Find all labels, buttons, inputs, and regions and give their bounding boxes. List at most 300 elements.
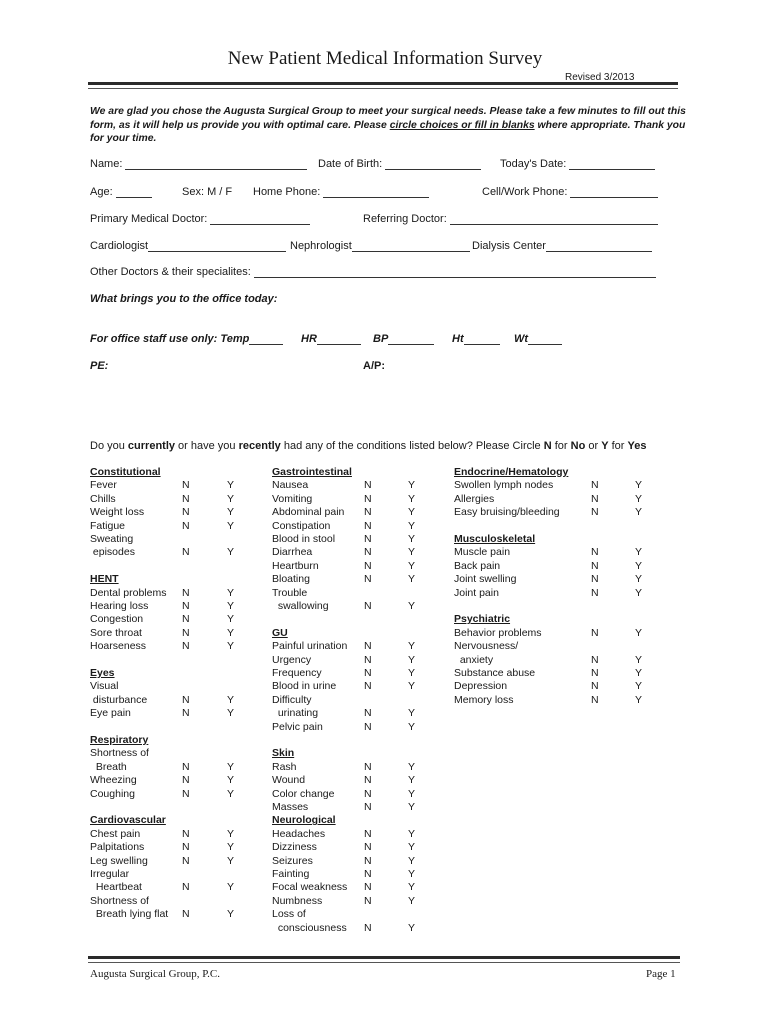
section-header: HENT [90,573,119,586]
no-option[interactable]: N [364,707,372,720]
condition-row [272,895,442,908]
condition-label: Fever [90,479,117,492]
today-label: Today's Date: [500,158,567,170]
question-yes: Yes [627,440,647,452]
condition-row [454,627,654,640]
yes-option[interactable]: Y [408,559,416,572]
no-option[interactable]: N [182,640,190,653]
question-y: Y [601,440,609,452]
no-option[interactable]: N [364,921,372,934]
yes-option[interactable]: Y [635,586,643,599]
condition-label: Pelvic pain [272,720,323,733]
condition-row [90,520,260,533]
yes-option[interactable]: Y [227,479,235,492]
no-option[interactable]: N [364,868,372,880]
no-option[interactable]: N [364,533,372,545]
no-option[interactable]: N [182,492,190,505]
question-recently: recently [238,440,281,452]
cardiologist-field[interactable] [90,240,286,252]
condition-label: Blood in urine [272,680,337,693]
condition-row [90,600,260,613]
cardiologist-label: Cardiologist [90,240,149,252]
condition-row [90,868,260,881]
yes-option[interactable]: Y [635,479,643,492]
other-doctors-label: Other Doctors & their specialites: [90,266,251,278]
condition-label: Weight loss [90,506,145,519]
no-option[interactable]: N [182,774,190,787]
yes-option[interactable]: Y [408,774,416,787]
condition-label: Wound [272,774,306,787]
other-doctors-field[interactable] [90,266,656,278]
question-part5: or [585,440,602,452]
condition-label: swallowing [272,600,329,612]
condition-label: Chills [90,492,116,505]
yes-option[interactable]: Y [227,546,235,559]
condition-row [454,546,654,559]
condition-row [90,627,260,640]
condition-label: Congestion [90,613,144,626]
no-option[interactable]: N [182,881,190,894]
section-header: Neurological [272,814,336,827]
yes-option[interactable]: Y [408,546,416,559]
yes-option[interactable]: Y [635,680,643,693]
yes-option[interactable]: Y [408,801,416,813]
condition-row [272,654,442,667]
condition-label: Frequency [272,667,322,679]
yes-option[interactable]: Y [408,787,416,800]
yes-option[interactable]: Y [635,506,643,519]
bp-field[interactable] [373,333,434,345]
no-option[interactable]: N [182,841,190,854]
no-option[interactable]: N [182,506,190,519]
section-header: Endocrine/Hematology [454,466,569,478]
condition-label: Visual [90,680,119,693]
condition-label: Memory loss [454,693,514,706]
condition-row [90,855,260,868]
yes-option[interactable]: Y [227,854,235,867]
condition-label: Hearing loss [90,600,149,612]
cell-phone-field[interactable] [482,186,658,198]
no-option[interactable]: N [364,519,372,532]
no-option[interactable]: N [591,693,599,706]
condition-label: Diarrhea [272,546,313,559]
condition-label: Irregular [90,868,130,880]
condition-label: Behavior problems [454,626,542,639]
no-option[interactable]: N [591,479,599,492]
yes-option[interactable]: Y [408,519,416,532]
condition-row [272,707,442,720]
no-option[interactable]: N [591,653,599,666]
footer-rule [88,956,680,959]
nephrologist-line [352,240,470,252]
section-header: Cardiovascular [90,814,166,827]
sex-field[interactable]: Sex: M / F [182,186,233,198]
no-option[interactable]: N [364,680,372,693]
no-option[interactable]: N [364,573,372,586]
condition-label: Muscle pain [454,546,511,559]
name-label: Name: [90,158,123,170]
condition-row [272,855,442,868]
condition-label: Wheezing [90,774,137,787]
condition-label: Abdominal pain [272,506,345,519]
condition-label: Sweating [90,533,134,545]
yes-option[interactable]: Y [408,506,416,519]
footer-rule-thin [88,962,680,963]
yes-option[interactable]: Y [227,600,235,612]
yes-option[interactable]: Y [408,653,416,666]
no-option[interactable]: N [364,559,372,572]
no-option[interactable]: N [364,760,372,773]
ap-label: A/P: [363,360,385,372]
no-option[interactable]: N [364,881,372,894]
no-option[interactable]: N [364,546,372,559]
condition-row [90,895,260,908]
section-header: Musculoskeletal [454,533,536,545]
no-option[interactable]: N [182,600,190,612]
condition-label: Swollen lymph nodes [454,479,554,492]
condition-row [272,788,442,801]
today-field[interactable] [500,158,655,170]
condition-row [90,479,260,492]
condition-label: Dental problems [90,586,167,599]
no-option[interactable]: N [591,667,599,679]
yes-option[interactable]: Y [635,667,643,679]
yes-option[interactable]: Y [635,693,643,706]
condition-row [272,573,442,586]
condition-label: Headaches [272,827,326,840]
home-phone-field[interactable] [253,186,429,198]
hr-label: HR [301,333,317,345]
yes-option[interactable]: Y [408,492,416,505]
condition-row [454,667,654,680]
condition-row [454,560,654,573]
cell-phone-label: Cell/Work Phone: [482,186,568,198]
office-temp-label: For office staff use only: Temp [90,333,250,345]
no-option[interactable]: N [591,492,599,505]
no-option[interactable]: N [364,787,372,800]
yes-option[interactable]: Y [408,868,416,880]
condition-row [90,841,260,854]
no-option[interactable]: N [364,667,372,679]
office-staff-field[interactable] [90,333,283,345]
section-header: Skin [272,747,295,760]
condition-row [272,694,442,707]
question-no: No [570,440,586,452]
intro-text [90,105,690,146]
yes-option[interactable]: Y [227,626,235,639]
condition-label: Shortness of [90,894,149,907]
condition-row [454,640,654,653]
yes-option[interactable]: Y [635,626,643,639]
no-option[interactable]: N [364,720,372,733]
home-phone-label: Home Phone: [253,186,321,198]
condition-label: Heartburn [272,559,319,572]
name-field[interactable] [90,158,307,170]
condition-label: Loss of [272,908,306,921]
no-option[interactable]: N [182,908,190,921]
yes-option[interactable]: Y [227,908,235,921]
yes-option[interactable]: Y [408,533,416,545]
no-option[interactable]: N [364,479,372,492]
condition-label: Color change [272,787,335,800]
condition-row [272,868,442,881]
no-option[interactable]: N [591,546,599,559]
condition-row [454,479,654,492]
no-option[interactable]: N [364,894,372,907]
conditions-column-3 [454,466,654,946]
age-field[interactable] [90,186,152,198]
condition-label: Breath lying flat [90,908,169,921]
hr-field[interactable] [301,333,361,345]
condition-row [272,801,442,814]
header-rule-thin [88,88,678,89]
no-option[interactable]: N [182,546,190,559]
condition-label: Joint swelling [454,573,517,586]
cardiologist-line [148,240,286,252]
condition-label: Nausea [272,479,309,492]
condition-label: Painful urination [272,640,348,653]
yes-option[interactable]: Y [227,492,235,505]
section-header: GU [272,626,288,639]
condition-label: Constipation [272,519,331,532]
no-option[interactable]: N [591,680,599,693]
dob-label: Date of Birth: [318,158,383,170]
condition-row [90,881,260,894]
home-phone-line [323,186,429,198]
yes-option[interactable]: Y [227,760,235,773]
condition-label: Bloating [272,573,310,586]
yes-option[interactable]: Y [227,774,235,787]
condition-row [272,761,442,774]
condition-label: urinating [272,707,319,720]
yes-option[interactable]: Y [408,479,416,492]
condition-row [454,506,654,519]
condition-row [272,479,442,492]
yes-option[interactable]: Y [408,827,416,840]
no-option[interactable]: N [364,801,372,813]
condition-row [90,747,260,760]
primary-doctor-field[interactable] [90,213,310,225]
wt-line [528,333,562,345]
revised-date: Revised 3/2013 [565,72,635,83]
yes-option[interactable]: Y [408,573,416,586]
no-option[interactable]: N [182,626,190,639]
no-option[interactable]: N [182,854,190,867]
condition-row [90,613,260,626]
no-option[interactable]: N [364,827,372,840]
yes-option[interactable]: Y [408,841,416,854]
no-option[interactable]: N [364,506,372,519]
no-option[interactable]: N [591,586,599,599]
condition-row [90,587,260,600]
conditions-question [90,440,646,452]
pe-label: PE: [90,360,109,372]
condition-row [90,908,260,921]
no-option[interactable]: N [182,693,190,706]
age-label: Age: [90,186,113,198]
condition-label: Leg swelling [90,854,148,867]
condition-label: anxiety [454,653,494,666]
yes-option[interactable]: Y [227,881,235,894]
referring-doctor-line [450,213,658,225]
condition-row [272,922,442,935]
no-option[interactable]: N [364,600,372,612]
condition-label: Palpitations [90,841,145,854]
condition-label: Numbness [272,894,323,907]
temp-line [249,333,283,345]
yes-option[interactable]: Y [635,559,643,572]
condition-row [454,587,654,600]
condition-label: Fatigue [90,519,126,532]
dialysis-field[interactable] [472,240,652,252]
yes-option[interactable]: Y [635,492,643,505]
condition-label: episodes [90,546,135,559]
no-option[interactable]: N [591,573,599,586]
name-line [125,158,307,170]
condition-label: Eye pain [90,707,131,720]
condition-row [272,908,442,921]
yes-option[interactable]: Y [227,506,235,519]
nephrologist-field[interactable] [290,240,470,252]
yes-option[interactable]: Y [408,760,416,773]
question-part3: had any of the conditions listed below? Please Circle [280,440,544,452]
yes-option[interactable]: Y [408,707,416,720]
condition-row [272,828,442,841]
no-option[interactable]: N [182,586,190,599]
referring-doctor-label: Referring Doctor: [363,213,447,225]
yes-option[interactable]: Y [408,600,416,612]
yes-option[interactable]: Y [408,921,416,934]
yes-option[interactable]: Y [408,680,416,693]
condition-row [272,506,442,519]
ht-field[interactable] [452,333,500,345]
ht-line [464,333,500,345]
condition-label: Focal weakness [272,881,348,894]
no-option[interactable]: N [182,787,190,800]
condition-label: consciousness [272,921,347,934]
question-n: N [543,440,552,452]
condition-row [454,694,654,707]
yes-option[interactable]: Y [408,894,416,907]
condition-row [272,587,442,600]
bp-line [388,333,434,345]
condition-row [90,694,260,707]
no-option[interactable]: N [182,827,190,840]
condition-label: Rash [272,760,297,773]
condition-label: Masses [272,801,309,813]
condition-row [272,881,442,894]
referring-doctor-field[interactable] [363,213,658,225]
hr-line [317,333,361,345]
yes-option[interactable]: Y [635,573,643,586]
condition-row [454,493,654,506]
yes-option[interactable]: Y [227,707,235,720]
yes-option[interactable]: Y [635,653,643,666]
question-part2: or have you [175,440,239,452]
condition-row [90,506,260,519]
condition-row [90,774,260,787]
intro-underlined: circle choices or fill in blanks [389,119,535,131]
yes-option[interactable]: Y [227,787,235,800]
yes-option[interactable]: Y [227,519,235,532]
primary-doctor-label: Primary Medical Doctor: [90,213,208,225]
condition-label: Coughing [90,787,135,800]
condition-label: Nervousness/ [454,640,519,653]
condition-row [90,680,260,693]
no-option[interactable]: N [182,707,190,720]
yes-option[interactable]: Y [227,586,235,599]
other-doctors-line [254,266,656,278]
condition-row [272,774,442,787]
no-option[interactable]: N [182,613,190,626]
yes-option[interactable]: Y [408,720,416,733]
no-option[interactable]: N [182,479,190,492]
cell-phone-line [570,186,658,198]
section-header: Constitutional [90,466,161,478]
no-option[interactable]: N [364,774,372,787]
no-option[interactable]: N [364,640,372,653]
condition-label: Substance abuse [454,667,536,679]
no-option[interactable]: N [364,841,372,854]
condition-row [272,560,442,573]
condition-row [90,640,260,653]
what-brings-label: What brings you to the office today: [90,293,278,305]
conditions-column-1 [90,466,260,946]
yes-option[interactable]: Y [635,546,643,559]
no-option[interactable]: N [591,559,599,572]
condition-label: Seizures [272,854,313,867]
yes-option[interactable]: Y [227,841,235,854]
condition-label: disturbance [90,693,148,706]
wt-field[interactable] [514,333,562,345]
condition-row [272,680,442,693]
condition-row [90,707,260,720]
condition-row [90,761,260,774]
condition-label: Allergies [454,492,495,505]
yes-option[interactable]: Y [408,640,416,653]
yes-option[interactable]: Y [408,854,416,867]
condition-label: Difficulty [272,693,312,706]
condition-label: Back pain [454,559,501,572]
yes-option[interactable]: Y [227,613,235,626]
no-option[interactable]: N [364,492,372,505]
primary-doctor-line [210,213,310,225]
conditions-column-2 [272,466,442,946]
condition-row [272,546,442,559]
condition-row [272,841,442,854]
yes-option[interactable]: Y [227,693,235,706]
condition-label: Hoarseness [90,640,147,653]
yes-option[interactable]: Y [408,881,416,894]
no-option[interactable]: N [364,653,372,666]
condition-row [272,667,442,680]
condition-label: Trouble [272,586,308,599]
bp-label: BP [373,333,389,345]
yes-option[interactable]: Y [227,827,235,840]
condition-row [454,573,654,586]
no-option[interactable]: N [364,854,372,867]
yes-option[interactable]: Y [408,667,416,679]
page-title: New Patient Medical Information Survey [227,48,543,69]
no-option[interactable]: N [182,519,190,532]
no-option[interactable]: N [591,626,599,639]
yes-option[interactable]: Y [227,640,235,653]
nephrologist-label: Nephrologist [290,240,352,252]
condition-label: Heartbeat [90,881,142,894]
no-option[interactable]: N [591,506,599,519]
dob-field[interactable] [318,158,481,170]
no-option[interactable]: N [182,760,190,773]
